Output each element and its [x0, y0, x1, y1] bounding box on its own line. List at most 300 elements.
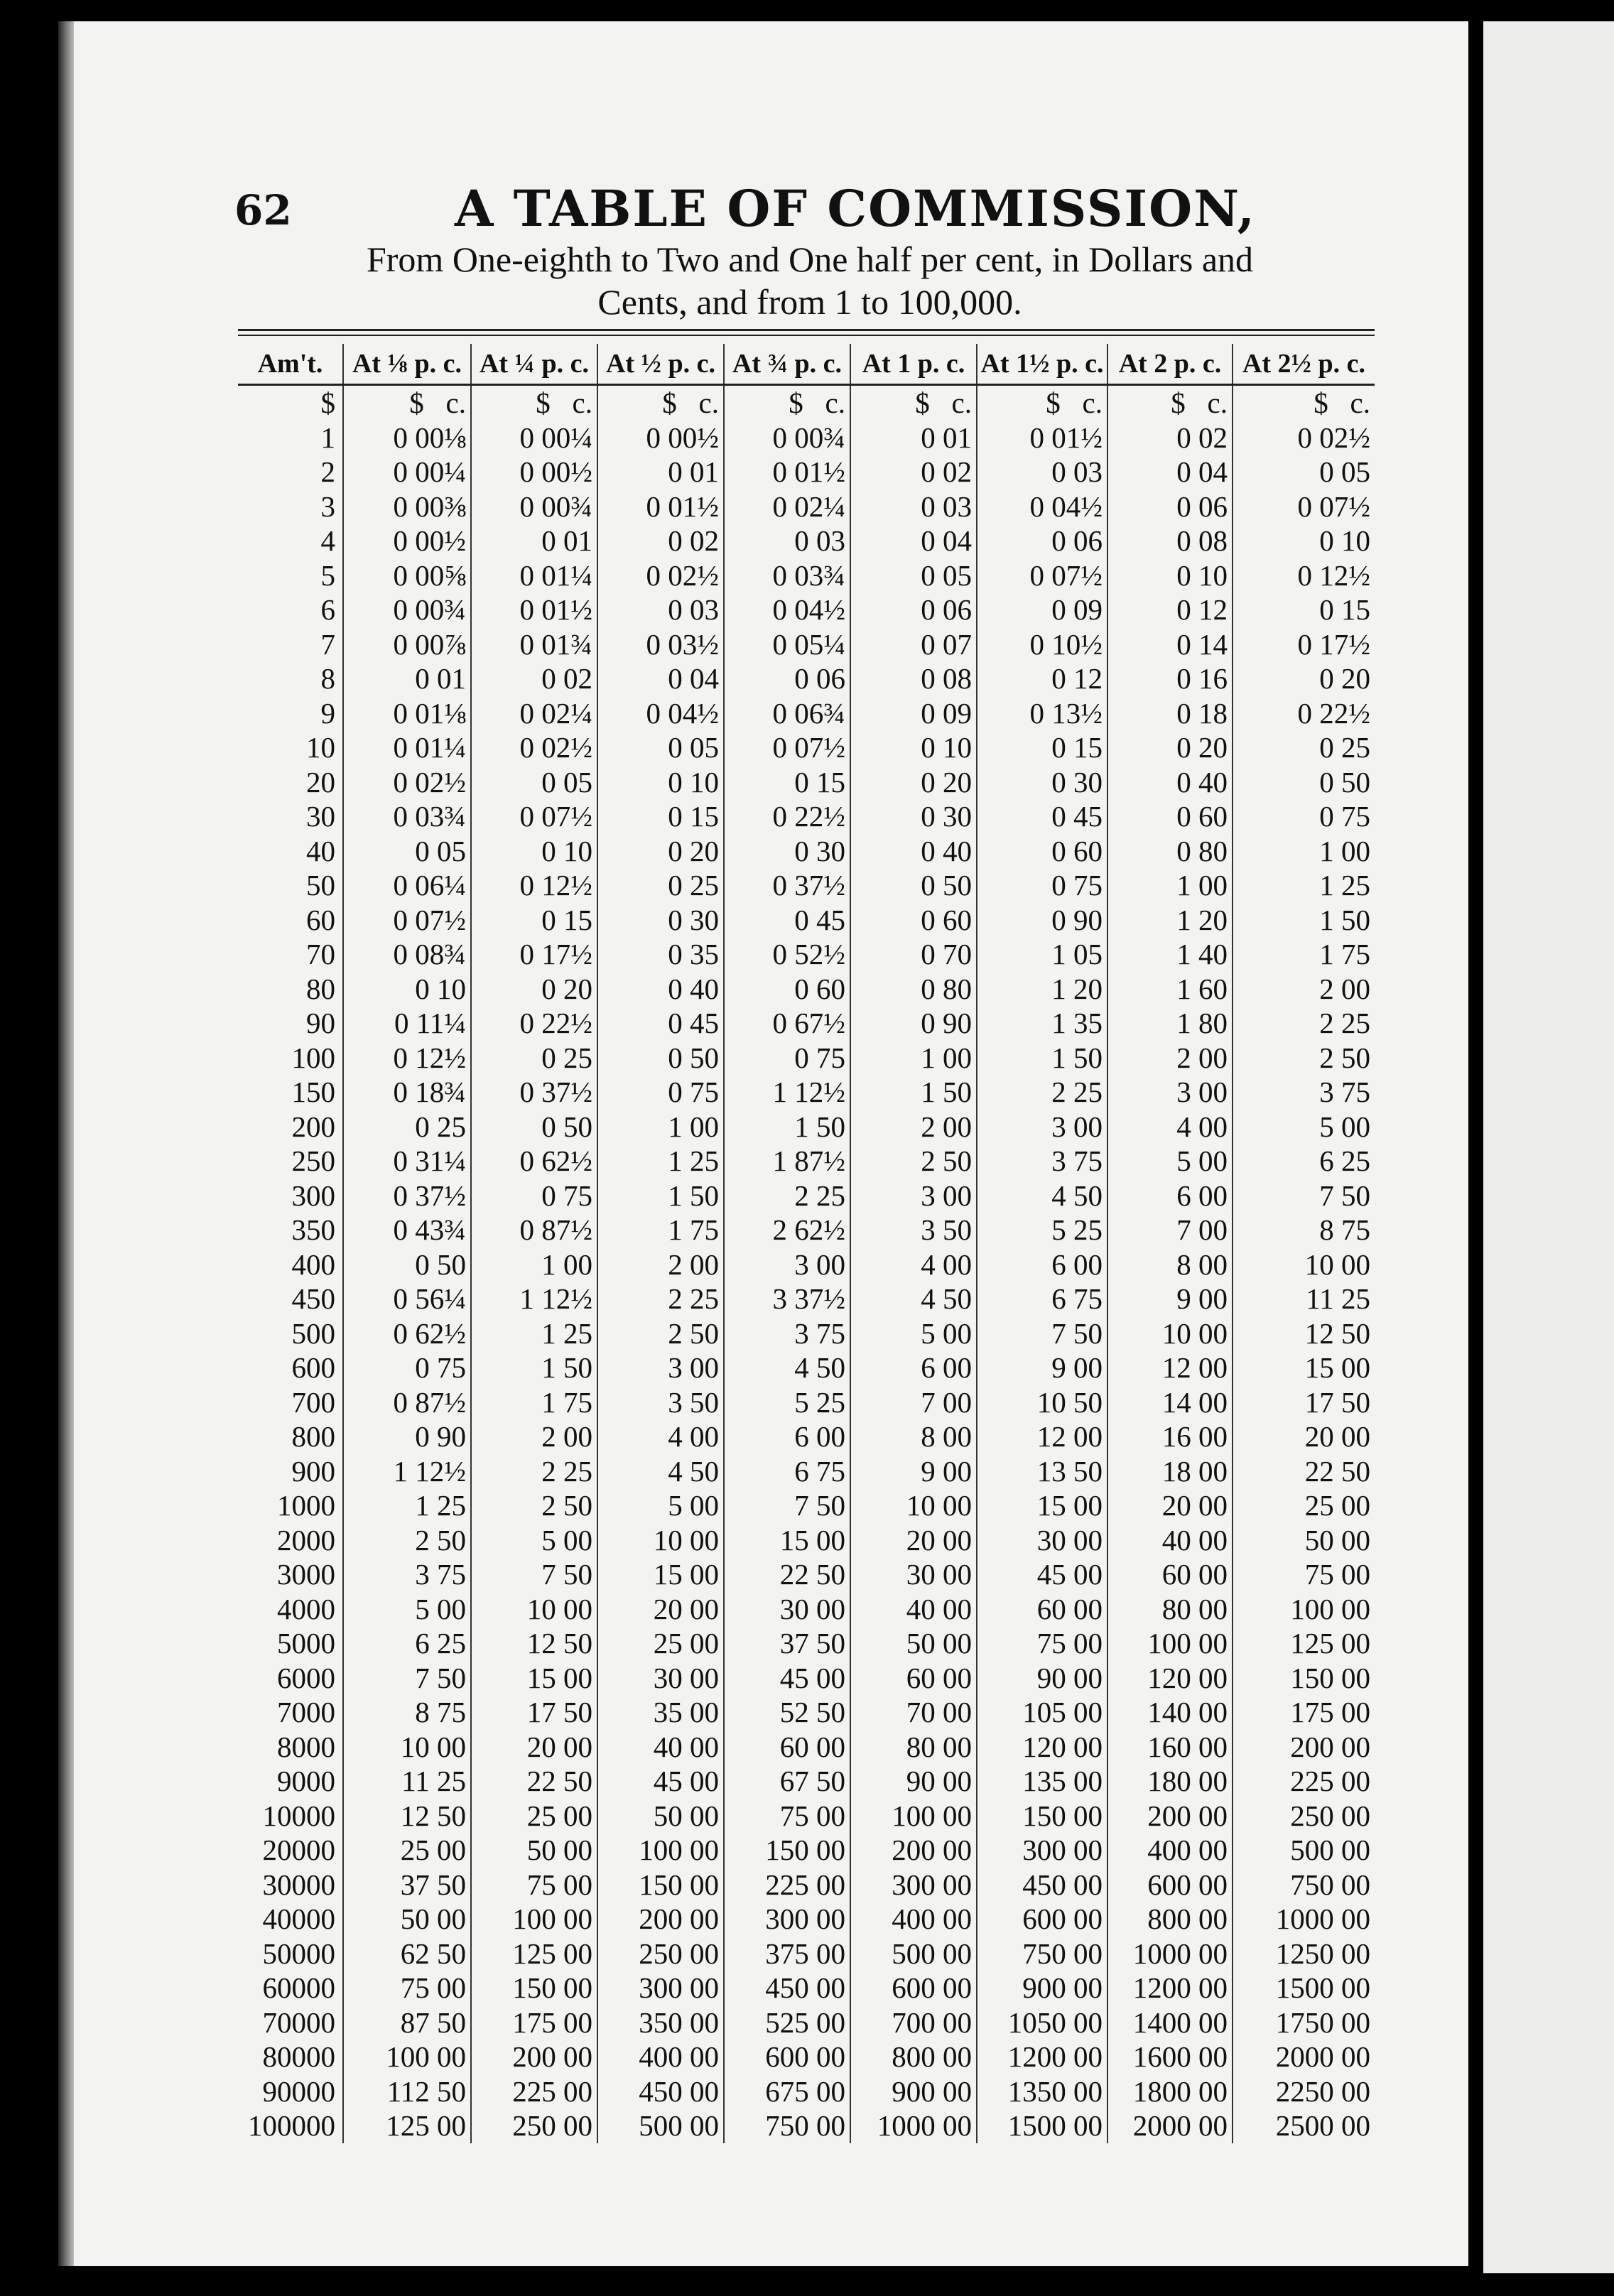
commission-cell: 0 04½	[597, 696, 724, 731]
amount-cell: 50000	[262, 1937, 335, 1970]
commission-cell: 15 00	[724, 1523, 850, 1558]
commission-cell: 0 35	[597, 937, 724, 972]
amount-cell: 100000	[248, 2109, 335, 2143]
commission-cell: 1 00	[850, 1041, 977, 1076]
commission-cell: 45 00	[597, 1764, 724, 1799]
table-row	[238, 972, 1375, 1007]
amount-cell: 7000	[277, 1696, 335, 1729]
commission-cell: 0 06	[724, 661, 850, 696]
commission-cell: 3 75	[977, 1144, 1107, 1179]
commission-cell: 1400 00	[1107, 2005, 1233, 2040]
commission-cell: 1000 00	[850, 2108, 977, 2143]
table-row	[238, 1488, 1375, 1523]
amount-cell: 200	[291, 1110, 335, 1143]
commission-cell: 1 25	[597, 1144, 724, 1179]
commission-cell: 1 20	[1107, 903, 1233, 938]
commission-cell: 1 50	[977, 1041, 1107, 1076]
commission-cell: 0 01	[343, 661, 471, 696]
commission-cell: 500 00	[1233, 1833, 1375, 1868]
page-spine-shadow	[58, 21, 74, 2266]
table-row	[238, 799, 1375, 834]
commission-cell: 50 00	[343, 1902, 471, 1937]
amount-cell: 500	[291, 1316, 335, 1350]
table-row	[238, 1764, 1375, 1799]
commission-cell: 0 05	[343, 834, 471, 869]
commission-cell: 0 25	[597, 868, 724, 903]
column-header-row	[238, 344, 1375, 385]
amount-cell: 600	[291, 1351, 335, 1385]
commission-cell: 2500 00	[1233, 2108, 1375, 2143]
commission-cell: 0 87½	[343, 1385, 471, 1420]
commission-cell: 750 00	[1233, 1868, 1375, 1902]
commission-cell: 1 75	[1233, 937, 1375, 972]
commission-cell: 1 50	[850, 1075, 977, 1110]
table-row	[238, 903, 1375, 938]
commission-cell: 0 13½	[977, 696, 1107, 731]
commission-cell: 2 00	[850, 1110, 977, 1144]
commission-cell: 3 00	[597, 1350, 724, 1385]
col-header-two-half: At 2½ p. c.	[1233, 344, 1375, 385]
commission-cell: 35 00	[597, 1695, 724, 1730]
commission-cell: 7 50	[724, 1488, 850, 1523]
amount-cell: 1	[320, 421, 335, 454]
commission-cell: 0 22½	[471, 1006, 597, 1041]
commission-cell: 250 00	[597, 1937, 724, 1971]
commission-cell: 3 00	[724, 1247, 850, 1282]
commission-cell: 4 50	[724, 1350, 850, 1385]
commission-cell: 3 75	[1233, 1075, 1375, 1110]
commission-cell: 0 50	[1233, 765, 1375, 800]
commission-cell: 1 12½	[343, 1454, 471, 1489]
amount-cell: 60000	[262, 1971, 335, 2005]
commission-cell: 1 00	[597, 1110, 724, 1144]
commission-cell: 0 17½	[471, 937, 597, 972]
amount-cell: 5000	[277, 1627, 335, 1660]
commission-cell: 1 50	[1233, 903, 1375, 938]
commission-cell: 0 00¾	[724, 421, 850, 455]
amount-cell: 300	[291, 1179, 335, 1212]
commission-cell: 0 02	[1107, 421, 1233, 455]
commission-cell: 0 02½	[1233, 421, 1375, 455]
commission-cell: 300 00	[850, 1868, 977, 1902]
commission-cell: 0 30	[597, 903, 724, 938]
header-rule-top	[238, 329, 1375, 331]
commission-cell: 6 00	[977, 1247, 1107, 1282]
commission-cell: 0 15	[1233, 592, 1375, 627]
commission-cell: 0 80	[850, 972, 977, 1007]
commission-cell: 90 00	[850, 1764, 977, 1799]
commission-cell: 4 00	[597, 1419, 724, 1454]
commission-cell: 0 07	[850, 627, 977, 662]
commission-cell: 8 75	[1233, 1213, 1375, 1247]
commission-cell: 5 00	[343, 1592, 471, 1627]
commission-cell: 0 43¾	[343, 1213, 471, 1247]
col-header-eighth: At ⅛ p. c.	[343, 344, 471, 385]
commission-cell: 0 09	[850, 696, 977, 731]
commission-cell: 2000 00	[1107, 2108, 1233, 2143]
commission-cell: 0 09	[977, 592, 1107, 627]
commission-cell: 50 00	[471, 1833, 597, 1868]
table-row	[238, 1350, 1375, 1385]
commission-cell: 1 50	[471, 1350, 597, 1385]
commission-cell: 0 20	[471, 972, 597, 1007]
commission-cell: 0 04	[1107, 455, 1233, 489]
commission-cell: 0 00¼	[471, 421, 597, 455]
commission-cell: 300 00	[597, 1971, 724, 2005]
commission-cell: 1750 00	[1233, 2005, 1375, 2040]
commission-cell: 0 02½	[597, 558, 724, 593]
commission-cell: 0 20	[1107, 730, 1233, 765]
commission-cell: 4 00	[1107, 1110, 1233, 1144]
commission-cell: 10 50	[977, 1385, 1107, 1420]
commission-cell: 25 00	[343, 1833, 471, 1868]
commission-cell: 0 37½	[343, 1179, 471, 1213]
amount-cell: 6	[320, 593, 335, 627]
commission-cell: 100 00	[597, 1833, 724, 1868]
unit-cell: $ c.	[1107, 385, 1233, 421]
commission-cell: 225 00	[724, 1868, 850, 1902]
commission-cell: 80 00	[850, 1730, 977, 1765]
table-row	[238, 1213, 1375, 1247]
commission-cell: 6 00	[850, 1350, 977, 1385]
commission-cell: 700 00	[850, 2005, 977, 2040]
commission-cell: 0 15	[724, 765, 850, 800]
table-row	[238, 696, 1375, 731]
commission-cell: 0 12½	[471, 868, 597, 903]
amount-cell: 2000	[277, 1523, 335, 1556]
table-row	[238, 489, 1375, 524]
commission-cell: 0 10	[1107, 558, 1233, 593]
amount-cell: 450	[291, 1282, 335, 1316]
commission-cell: 0 60	[724, 972, 850, 1007]
amount-cell: 90	[306, 1007, 335, 1040]
commission-cell: 75 00	[471, 1868, 597, 1902]
amount-cell: 60	[306, 903, 335, 936]
commission-cell: 1500 00	[1233, 1971, 1375, 2005]
col-header-one-half: At 1½ p. c.	[977, 344, 1107, 385]
amount-cell: 3	[320, 489, 335, 523]
commission-cell: 375 00	[724, 1937, 850, 1971]
commission-cell: 300 00	[724, 1902, 850, 1937]
commission-cell: 200 00	[597, 1902, 724, 1937]
commission-cell: 60 00	[977, 1592, 1107, 1627]
commission-cell: 0 90	[977, 903, 1107, 938]
commission-cell: 90 00	[977, 1661, 1107, 1696]
table-row	[238, 1523, 1375, 1558]
commission-cell: 1 05	[977, 937, 1107, 972]
commission-cell: 12 50	[1233, 1316, 1375, 1351]
commission-cell: 25 00	[597, 1626, 724, 1661]
commission-cell: 100 00	[471, 1902, 597, 1937]
subtitle-line-1: From One-eighth to Two and One half per cent, in Dollars and	[366, 239, 1254, 279]
commission-cell: 200 00	[1107, 1799, 1233, 1834]
commission-cell: 0 52½	[724, 937, 850, 972]
table-row	[238, 455, 1375, 489]
table-row	[238, 1592, 1375, 1627]
commission-cell: 0 75	[471, 1179, 597, 1213]
commission-cell: 1 00	[1107, 868, 1233, 903]
commission-cell: 0 01¼	[343, 730, 471, 765]
commission-cell: 125 00	[471, 1937, 597, 1971]
amount-cell: 7	[320, 627, 335, 661]
commission-cell: 0 50	[597, 1041, 724, 1076]
commission-cell: 2000 00	[1233, 2040, 1375, 2074]
commission-cell: 400 00	[850, 1902, 977, 1937]
amount-cell: 6000	[277, 1661, 335, 1694]
commission-cell: 0 05	[1233, 455, 1375, 489]
commission-cell: 0 01	[850, 421, 977, 455]
commission-cell: 10 00	[597, 1523, 724, 1558]
commission-cell: 30 00	[850, 1557, 977, 1592]
commission-cell: 0 50	[850, 868, 977, 903]
amount-cell: 9	[320, 696, 335, 730]
commission-cell: 0 06	[977, 524, 1107, 558]
commission-cell: 0 01½	[597, 489, 724, 524]
amount-cell: 80	[306, 972, 335, 1005]
commission-cell: 45 00	[724, 1661, 850, 1696]
commission-cell: 525 00	[724, 2005, 850, 2040]
commission-cell: 25 00	[471, 1799, 597, 1834]
commission-cell: 3 50	[597, 1385, 724, 1420]
commission-cell: 0 10½	[977, 627, 1107, 662]
commission-cell: 100 00	[1107, 1626, 1233, 1661]
commission-cell: 0 14	[1107, 627, 1233, 662]
table-row	[238, 1419, 1375, 1454]
table-row	[238, 1110, 1375, 1144]
commission-cell: 160 00	[1107, 1730, 1233, 1765]
amount-cell: 5	[320, 558, 335, 592]
commission-cell: 0 00½	[471, 455, 597, 489]
commission-cell: 60 00	[724, 1730, 850, 1765]
amount-cell: 8000	[277, 1730, 335, 1763]
commission-cell: 0 75	[1233, 799, 1375, 834]
commission-cell: 6 00	[1107, 1179, 1233, 1213]
commission-cell: 0 37½	[471, 1075, 597, 1110]
commission-cell: 225 00	[471, 2074, 597, 2109]
commission-cell: 0 06	[1107, 489, 1233, 524]
commission-cell: 0 15	[977, 730, 1107, 765]
commission-cell: 100 00	[1233, 1592, 1375, 1627]
commission-cell: 22 50	[724, 1557, 850, 1592]
commission-cell: 87 50	[343, 2005, 471, 2040]
table-row	[238, 1799, 1375, 1834]
commission-cell: 40 00	[1107, 1523, 1233, 1558]
commission-cell: 9 00	[977, 1350, 1107, 1385]
commission-cell: 0 02¼	[471, 696, 597, 731]
commission-cell: 2 50	[850, 1144, 977, 1179]
commission-cell: 0 08	[850, 661, 977, 696]
commission-cell: 20 00	[597, 1592, 724, 1627]
commission-cell: 0 01¼	[471, 558, 597, 593]
commission-cell: 0 05¼	[724, 627, 850, 662]
commission-cell: 3 00	[977, 1110, 1107, 1144]
unit-cell: $ c.	[850, 385, 977, 421]
table-row	[238, 868, 1375, 903]
commission-cell: 2 25	[597, 1282, 724, 1316]
commission-cell: 75 00	[977, 1626, 1107, 1661]
commission-cell: 0 06¼	[343, 868, 471, 903]
commission-cell: 0 25	[1233, 730, 1375, 765]
commission-cell: 0 20	[850, 765, 977, 800]
table-row	[238, 1316, 1375, 1351]
commission-cell: 7 50	[1233, 1179, 1375, 1213]
commission-cell: 15 00	[597, 1557, 724, 1592]
commission-cell: 1250 00	[1233, 1937, 1375, 1971]
unit-cell: $ c.	[343, 385, 471, 421]
commission-cell: 3 37½	[724, 1282, 850, 1316]
commission-cell: 18 00	[1107, 1454, 1233, 1489]
commission-cell: 11 25	[1233, 1282, 1375, 1316]
amount-cell: 900	[291, 1454, 335, 1488]
commission-cell: 0 22½	[724, 799, 850, 834]
col-header-three-quarter: At ¾ p. c.	[724, 344, 850, 385]
commission-cell: 0 18¾	[343, 1075, 471, 1110]
commission-cell: 3 00	[850, 1179, 977, 1213]
commission-cell: 0 56¼	[343, 1282, 471, 1316]
commission-cell: 50 00	[1233, 1523, 1375, 1558]
commission-cell: 7 50	[471, 1557, 597, 1592]
table-row	[238, 421, 1375, 455]
commission-cell: 22 50	[1233, 1454, 1375, 1489]
commission-cell: 0 75	[724, 1041, 850, 1076]
commission-cell: 1 87½	[724, 1144, 850, 1179]
commission-cell: 0 08	[1107, 524, 1233, 558]
amount-cell: 70000	[262, 2005, 335, 2039]
commission-cell: 140 00	[1107, 1695, 1233, 1730]
commission-cell: 0 02½	[471, 730, 597, 765]
table-row	[238, 1695, 1375, 1730]
commission-cell: 75 00	[724, 1799, 850, 1834]
table-row	[238, 937, 1375, 972]
commission-cell: 1 00	[471, 1247, 597, 1282]
amount-cell: 50	[306, 869, 335, 902]
commission-cell: 0 40	[1107, 765, 1233, 800]
amount-cell: 8	[320, 662, 335, 695]
table-row	[238, 524, 1375, 558]
commission-cell: 20 00	[1107, 1488, 1233, 1523]
commission-cell: 0 00¾	[343, 592, 471, 627]
commission-cell: 0 62½	[343, 1316, 471, 1351]
subtitle-line-2: Cents, and from 1 to 100,000.	[597, 282, 1022, 322]
commission-cell: 37 50	[343, 1868, 471, 1902]
amount-cell: 70	[306, 938, 335, 971]
commission-cell: 750 00	[724, 2108, 850, 2143]
amount-cell: 10	[306, 731, 335, 764]
commission-cell: 1600 00	[1107, 2040, 1233, 2074]
commission-cell: 12 50	[471, 1626, 597, 1661]
commission-cell: 0 06¾	[724, 696, 850, 731]
commission-cell: 0 75	[597, 1075, 724, 1110]
commission-cell: 5 00	[1233, 1110, 1375, 1144]
commission-cell: 1350 00	[977, 2074, 1107, 2109]
commission-cell: 0 17½	[1233, 627, 1375, 662]
commission-cell: 8 75	[343, 1695, 471, 1730]
commission-cell: 900 00	[850, 2074, 977, 2109]
commission-cell: 450 00	[977, 1868, 1107, 1902]
table-row	[238, 765, 1375, 800]
commission-cell: 400 00	[597, 2040, 724, 2074]
commission-cell: 0 80	[1107, 834, 1233, 869]
commission-cell: 900 00	[977, 1971, 1107, 2005]
commission-cell: 0 45	[724, 903, 850, 938]
commission-cell: 45 00	[977, 1557, 1107, 1592]
commission-cell: 5 25	[977, 1213, 1107, 1247]
commission-cell: 16 00	[1107, 1419, 1233, 1454]
commission-cell: 0 03	[597, 592, 724, 627]
table-row	[238, 730, 1375, 765]
commission-cell: 100 00	[850, 1799, 977, 1834]
commission-cell: 0 05	[597, 730, 724, 765]
commission-cell: 1 50	[597, 1179, 724, 1213]
commission-cell: 1 80	[1107, 1006, 1233, 1041]
commission-cell: 150 00	[471, 1971, 597, 2005]
commission-cell: 8 00	[850, 1419, 977, 1454]
commission-cell: 12 50	[343, 1799, 471, 1834]
commission-cell: 175 00	[471, 2005, 597, 2040]
commission-cell: 0 18	[1107, 696, 1233, 731]
commission-cell: 112 50	[343, 2074, 471, 2109]
commission-cell: 15 00	[977, 1488, 1107, 1523]
commission-cell: 80 00	[1107, 1592, 1233, 1627]
commission-cell: 1 12½	[724, 1075, 850, 1110]
commission-cell: 3 75	[343, 1557, 471, 1592]
commission-cell: 0 20	[597, 834, 724, 869]
table-row	[238, 834, 1375, 869]
commission-cell: 2 00	[1107, 1041, 1233, 1076]
commission-cell: 5 00	[597, 1488, 724, 1523]
commission-cell: 9 00	[850, 1454, 977, 1489]
amount-cell: 40	[306, 834, 335, 867]
commission-cell: 600 00	[850, 1971, 977, 2005]
commission-cell: 0 07½	[977, 558, 1107, 593]
commission-cell: 2 50	[343, 1523, 471, 1558]
table-row	[238, 1006, 1375, 1041]
commission-cell: 150 00	[597, 1868, 724, 1902]
commission-cell: 0 01½	[724, 455, 850, 489]
commission-cell: 30 00	[597, 1661, 724, 1696]
commission-cell: 15 00	[471, 1661, 597, 1696]
commission-cell: 0 75	[343, 1350, 471, 1385]
commission-cell: 200 00	[1233, 1730, 1375, 1765]
commission-cell: 0 03¾	[724, 558, 850, 593]
commission-cell: 225 00	[1233, 1764, 1375, 1799]
commission-cell: 450 00	[597, 2074, 724, 2109]
commission-cell: 0 00½	[597, 421, 724, 455]
commission-cell: 10 00	[850, 1488, 977, 1523]
commission-cell: 30 00	[724, 1592, 850, 1627]
commission-cell: 7 50	[977, 1316, 1107, 1351]
amount-cell: 80000	[262, 2040, 335, 2074]
commission-cell: 3 00	[1107, 1075, 1233, 1110]
commission-cell: 70 00	[850, 1695, 977, 1730]
commission-cell: 0 00¼	[343, 455, 471, 489]
commission-cell: 0 03¾	[343, 799, 471, 834]
commission-cell: 0 00⅜	[343, 489, 471, 524]
table-row	[238, 1937, 1375, 1971]
commission-cell: 125 00	[1233, 1626, 1375, 1661]
commission-cell: 0 02	[471, 661, 597, 696]
table-row	[238, 1868, 1375, 1902]
commission-cell: 6 25	[343, 1626, 471, 1661]
commission-cell: 0 16	[1107, 661, 1233, 696]
commission-cell: 0 12½	[1233, 558, 1375, 593]
commission-cell: 600 00	[977, 1902, 1107, 1937]
commission-cell: 1000 00	[1107, 1937, 1233, 1971]
commission-cell: 10 00	[1107, 1316, 1233, 1351]
table-row	[238, 2108, 1375, 2143]
commission-cell: 0 31¼	[343, 1144, 471, 1179]
page-subtitle	[284, 238, 1336, 323]
